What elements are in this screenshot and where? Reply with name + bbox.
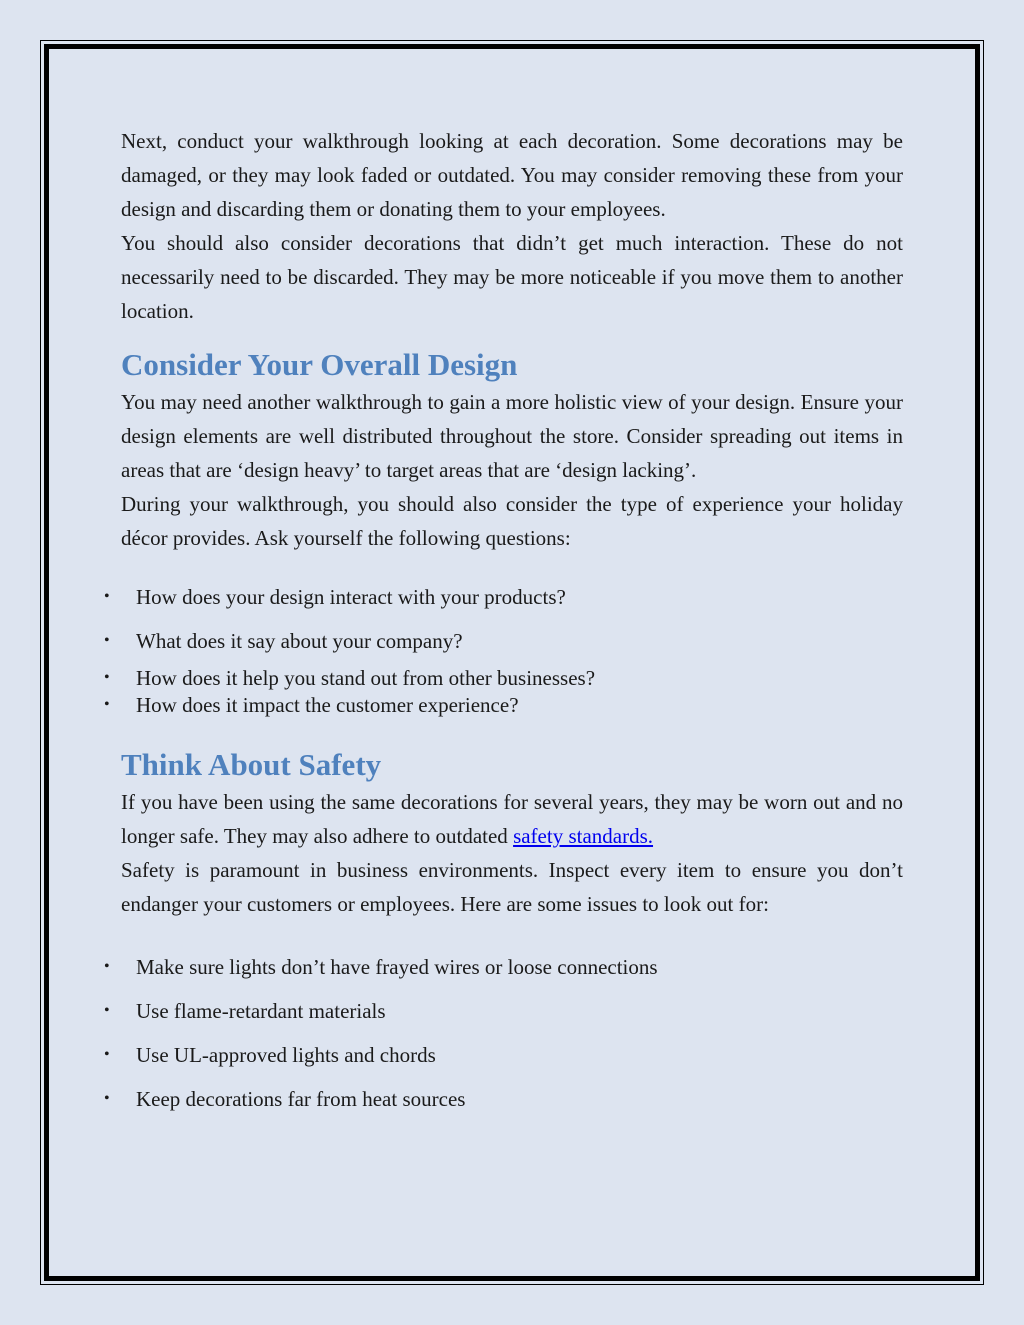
- questions-list: [104, 583, 903, 719]
- safety-paragraph-2: Safety is paramount in business environments. Inspect every item to ensure you don’t endanger your customers or employees. Here are some issues to look out for:: [121, 858, 903, 916]
- document-body: [104, 124, 903, 1129]
- heading-safety: Think About Safety: [121, 747, 382, 782]
- list-item-text: Use flame-retardant materials: [136, 999, 386, 1023]
- bullet-icon: •: [104, 588, 110, 605]
- bullet-icon: •: [104, 696, 110, 713]
- list-item-text: Keep decorations far from heat sources: [136, 1087, 466, 1111]
- list-item-text: What does it say about your company?: [136, 629, 463, 653]
- list-item-text: How does it help you stand out from other businesses?: [136, 666, 596, 690]
- list-item: [104, 583, 903, 627]
- list-item: [104, 1085, 903, 1129]
- bullet-icon: •: [104, 1090, 110, 1107]
- safety-paragraph-1-text: If you have been using the same decorations for several years, they may be worn out and no longer safe. They may also adhere to outdated: [121, 790, 903, 848]
- bullet-icon: •: [104, 669, 110, 686]
- list-item-text: How does it impact the customer experience?: [136, 693, 519, 717]
- list-item-text: Use UL-approved lights and chords: [136, 1043, 436, 1067]
- list-item: [104, 1041, 903, 1085]
- bullet-icon: •: [104, 632, 110, 649]
- list-item: [104, 664, 903, 691]
- intro-paragraph-2: You should also consider decorations that didn’t get much interaction. These do not necessarily need to be discarded. They may be more noticeable if you move them to another location.: [121, 231, 903, 323]
- bullet-icon: •: [104, 1046, 110, 1063]
- heading-overall-design: Consider Your Overall Design: [121, 347, 518, 382]
- list-item: [104, 997, 903, 1041]
- list-item: [104, 627, 903, 664]
- list-item-text: Make sure lights don’t have frayed wires or loose connections: [136, 955, 658, 979]
- safety-standards-link[interactable]: safety standards.: [513, 824, 654, 848]
- intro-paragraph-1: Next, conduct your walkthrough looking at each decoration. Some decorations may be damaged, or they may look faded or outdated. You may consider removing these from your design and discarding them or donating them to your employees.: [121, 129, 903, 221]
- list-item: [104, 953, 903, 997]
- issues-list: [104, 953, 903, 1129]
- bullet-icon: •: [104, 1002, 110, 1019]
- design-paragraph-2: During your walkthrough, you should also consider the type of experience your holiday décor provides. Ask yourself the following questions:: [121, 492, 903, 550]
- list-item-text: How does your design interact with your products?: [136, 585, 566, 609]
- bullet-icon: •: [104, 958, 110, 975]
- design-paragraph-1: You may need another walkthrough to gain a more holistic view of your design. Ensure your design elements are well distributed throughout the store. Consider spreading out items in areas that are ‘design heavy’ to target areas that are ‘design lacking’.: [121, 390, 903, 482]
- safety-paragraph-1: [121, 785, 903, 853]
- list-item: [104, 691, 903, 719]
